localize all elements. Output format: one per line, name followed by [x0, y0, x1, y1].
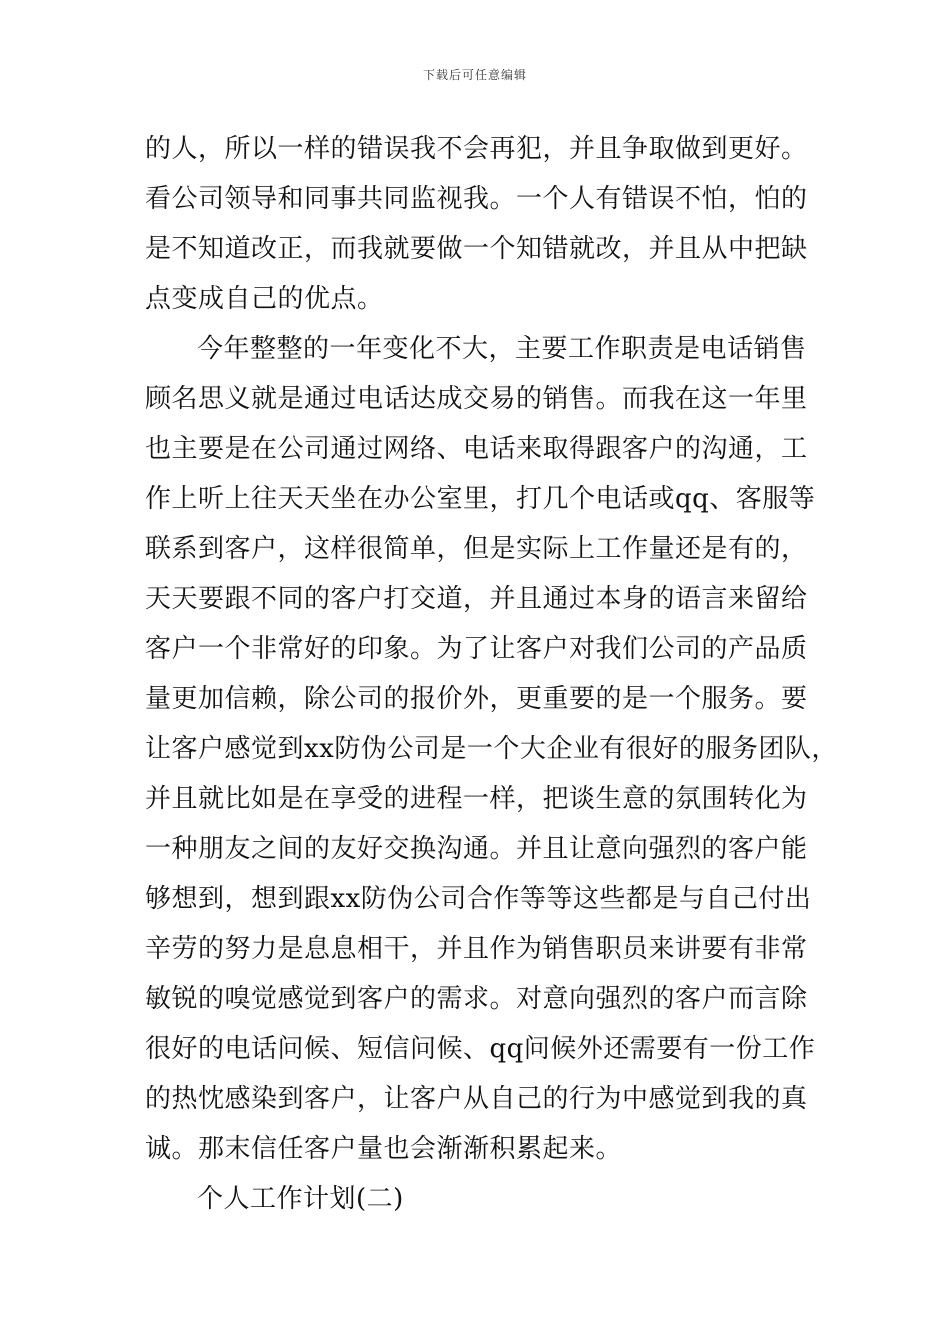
text-line: 天天要跟不同的客户打交道，并且通过本身的语言来留给 [145, 584, 808, 614]
text-line: 的人，所以一样的错误我不会再犯，并且争取做到更好。 [145, 134, 808, 164]
text-line: 顾名思义就是通过电话达成交易的销售。而我在这一年里 [145, 384, 808, 414]
text-line: 量更加信赖，除公司的报价外，更重要的是一个服务。要 [145, 684, 808, 714]
text-line: 作上听上往天天坐在办公室里，打几个电话或qq、客服等 [145, 484, 816, 514]
text-line: 客户一个非常好的印象。为了让客户对我们公司的产品质 [145, 634, 808, 664]
text-line: 敏锐的嗅觉感觉到客户的需求。对意向强烈的客户而言除 [145, 984, 808, 1014]
text-line: 一种朋友之间的友好交换沟通。并且让意向强烈的客户能 [145, 834, 808, 864]
text-line: 的热忱感染到客户，让客户从自己的行为中感觉到我的真 [145, 1084, 808, 1114]
text-line: 也主要是在公司通过网络、电话来取得跟客户的沟通，工 [145, 434, 808, 464]
text-line: 很好的电话问候、短信问候、qq问候外还需要有一份工作 [145, 1034, 816, 1064]
text-line: 并且就比如是在享受的进程一样，把谈生意的氛围转化为 [145, 784, 808, 814]
text-line: 联系到客户，这样很简单，但是实际上工作量还是有的， [145, 534, 808, 564]
text-line: 看公司领导和同事共同监视我。一个人有错误不怕，怕的 [145, 184, 808, 214]
text-line: 是不知道改正，而我就要做一个知错就改，并且从中把缺 [145, 234, 808, 264]
text-line: 诚。那末信任客户量也会渐渐积累起来。 [145, 1134, 623, 1164]
text-line: 够想到，想到跟xx防伪公司合作等等这些都是与自己付出 [145, 884, 812, 914]
text-line: 今年整整的一年变化不大，主要工作职责是电话销售 [197, 334, 807, 364]
text-line: 让客户感觉到xx防伪公司是一个大企业有很好的服务团队， [145, 734, 838, 764]
body-text [145, 124, 845, 1224]
text-line: 个人工作计划(二) [197, 1184, 404, 1214]
header-note: 下载后可任意编辑 [422, 68, 527, 82]
text-line: 点变成自己的优点。 [145, 284, 384, 314]
text-line: 辛劳的努力是息息相干，并且作为销售职员来讲要有非常 [145, 934, 808, 964]
